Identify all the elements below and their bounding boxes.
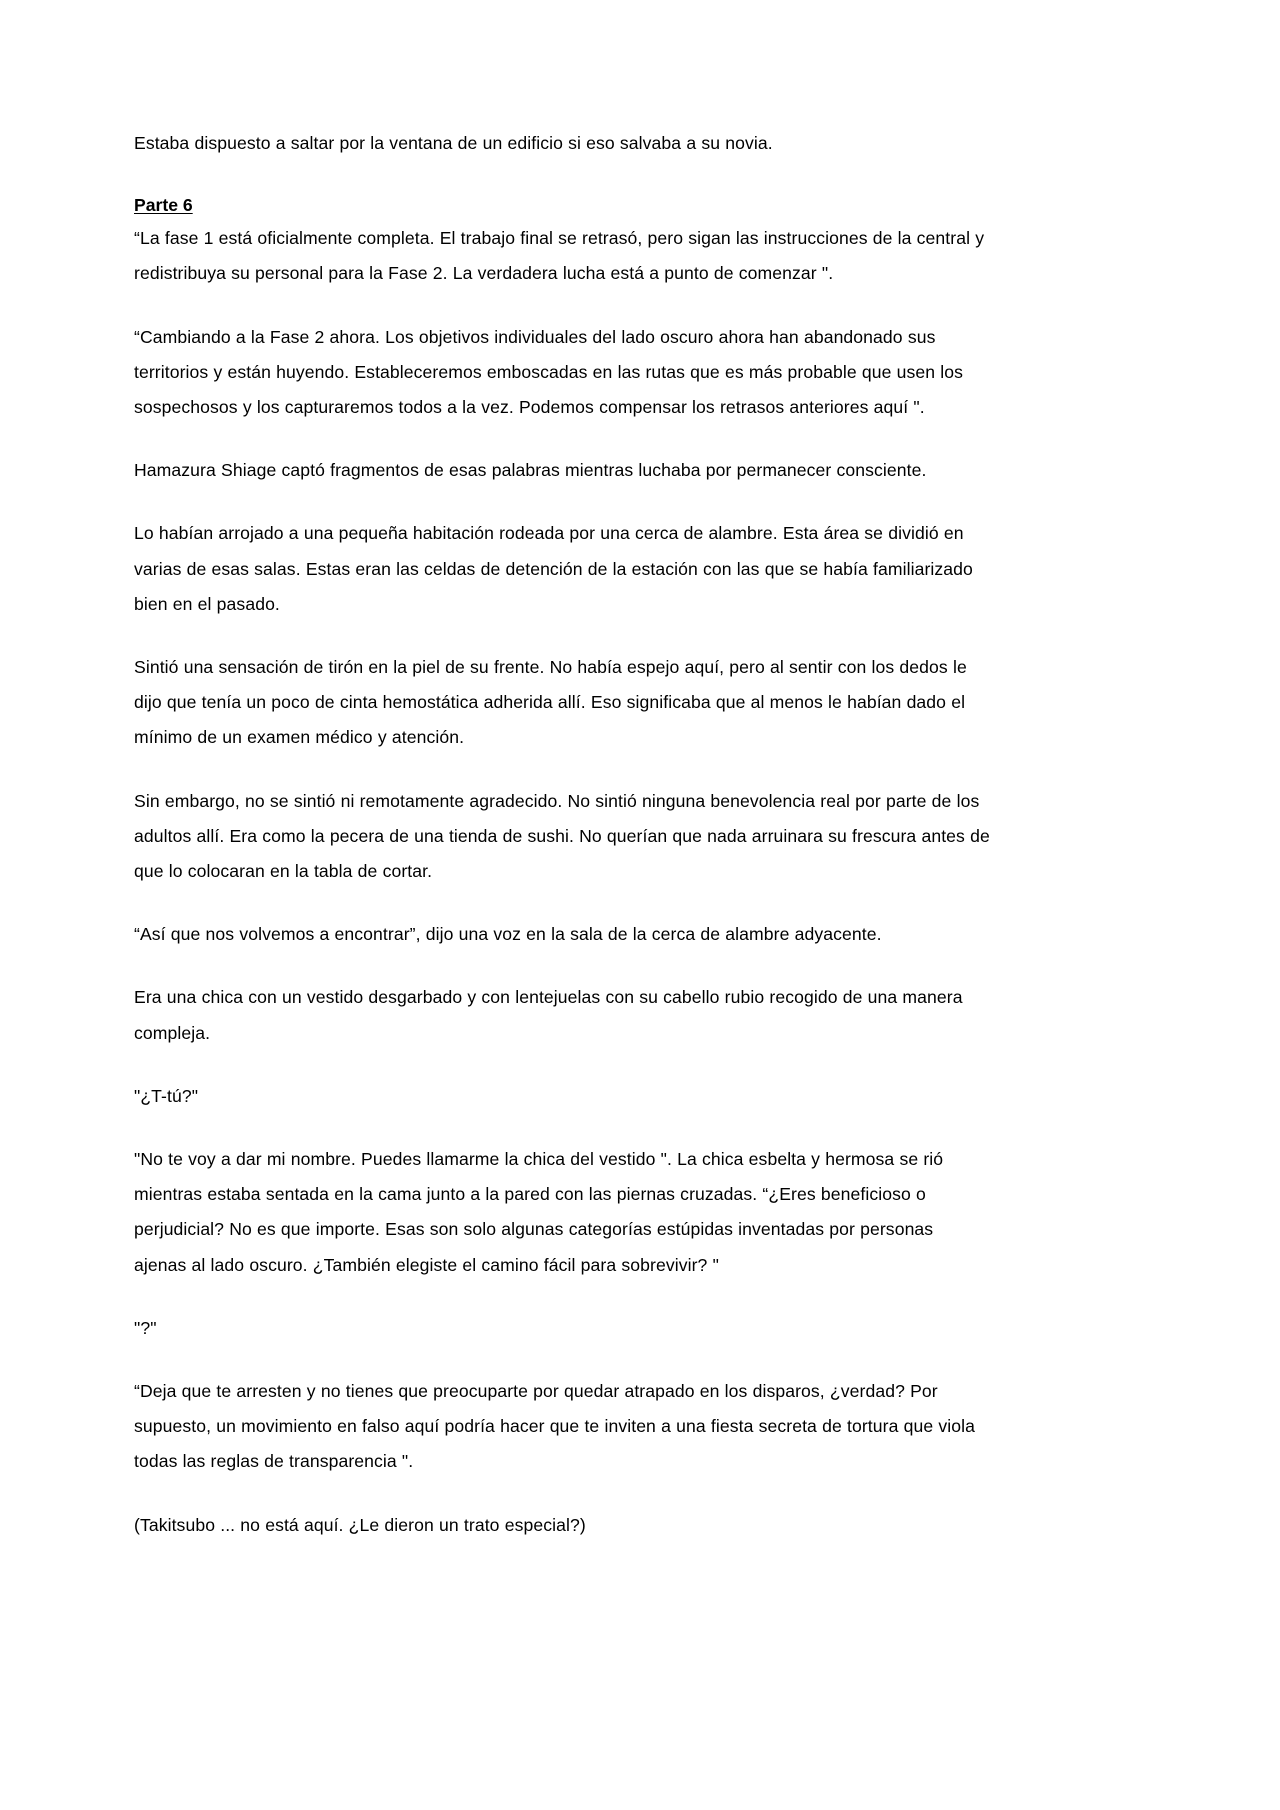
paragraph-arrest-warning: “Deja que te arresten y no tienes que preocuparte por quedar atrapado en los disparos, ¿verdad? Por supuesto, un movimiento en falso aquí podría hacer que te inviten a una fiesta secreta de tortura que viola todas las reglas de transparencia ". bbox=[134, 1381, 975, 1472]
section-heading: Parte 6 bbox=[134, 195, 193, 216]
paragraph-forehead-tape: Sintió una sensación de tirón en la piel de su frente. No había espejo aquí, pero al sentir con los dedos le dijo que tenía un poco de cinta hemostática adherida allí. Eso significaba que al menos le habían dado el mínimo de un examen médico y atención. bbox=[134, 657, 967, 748]
paragraph-dialogue-you: "¿T-tú?" bbox=[134, 1085, 199, 1106]
paragraph-takitsubo-thought: (Takitsubo ... no está aquí. ¿Le dieron un trato especial?) bbox=[134, 1514, 586, 1535]
paragraph-intro: Estaba dispuesto a saltar por la ventana de un edificio si eso salvaba a su novia. bbox=[134, 133, 773, 153]
paragraph-girl-description: Era una chica con un vestido desgarbado y con lentejuelas con su cabello rubio recogido de una manera compleja. bbox=[134, 987, 963, 1043]
paragraph-voice-meets-again: “Así que nos volvemos a encontrar”, dijo una voz en la sala de la cerca de alambre adyacente. bbox=[134, 924, 882, 945]
paragraph-phase-1-report: “La fase 1 está oficialmente completa. El trabajo final se retrasó, pero sigan las instrucciones de la central y redistribuya su personal para la Fase 2. La verdadera lucha está a punto de comenzar ". bbox=[134, 228, 985, 284]
paragraph-dress-girl-speech: "No te voy a dar mi nombre. Puedes llamarme la chica del vestido ". La chica esbelta y hermosa se rió mientras estaba sentada en la cama junto a la pared con las piernas cruzadas. “¿Eres beneficioso o perjudicial? No es que importe. Esas son solo algunas categorías estúpidas inventadas por personas ajenas al lado oscuro. ¿También elegiste el camino fácil para sobrevivir? " bbox=[134, 1149, 944, 1275]
paragraph-detention-room: Lo habían arrojado a una pequeña habitación rodeada por una cerca de alambre. Esta área se dividió en varias de esas salas. Estas eran las celdas de detención de la estación con las que se había familiarizado bien en el pasado. bbox=[134, 523, 973, 614]
paragraph-dialogue-question: "?" bbox=[134, 1317, 157, 1338]
paragraph-phase-2-switch: “Cambiando a la Fase 2 ahora. Los objetivos individuales del lado oscuro ahora han abandonado sus territorios y están huyendo. Estableceremos emboscadas en las rutas que es más probable que usen los sospechosos y los capturaremos todos a la vez. Podemos compensar los retrasos anteriores aquí ". bbox=[134, 326, 964, 418]
document-text-column bbox=[134, 126, 990, 1543]
section-parte-6 bbox=[134, 189, 990, 291]
paragraph-sushi-tank: Sin embargo, no se sintió ni remotamente agradecido. No sintió ninguna benevolencia real por parte de los adultos allí. Era como la pecera de una tienda de sushi. No querían que nada arruinara su frescura antes de que lo colocaran en la tabla de cortar. bbox=[134, 790, 990, 882]
paragraph-hamazura-fragments: Hamazura Shiage captó fragmentos de esas palabras mientras luchaba por permanecer consciente. bbox=[134, 460, 927, 481]
